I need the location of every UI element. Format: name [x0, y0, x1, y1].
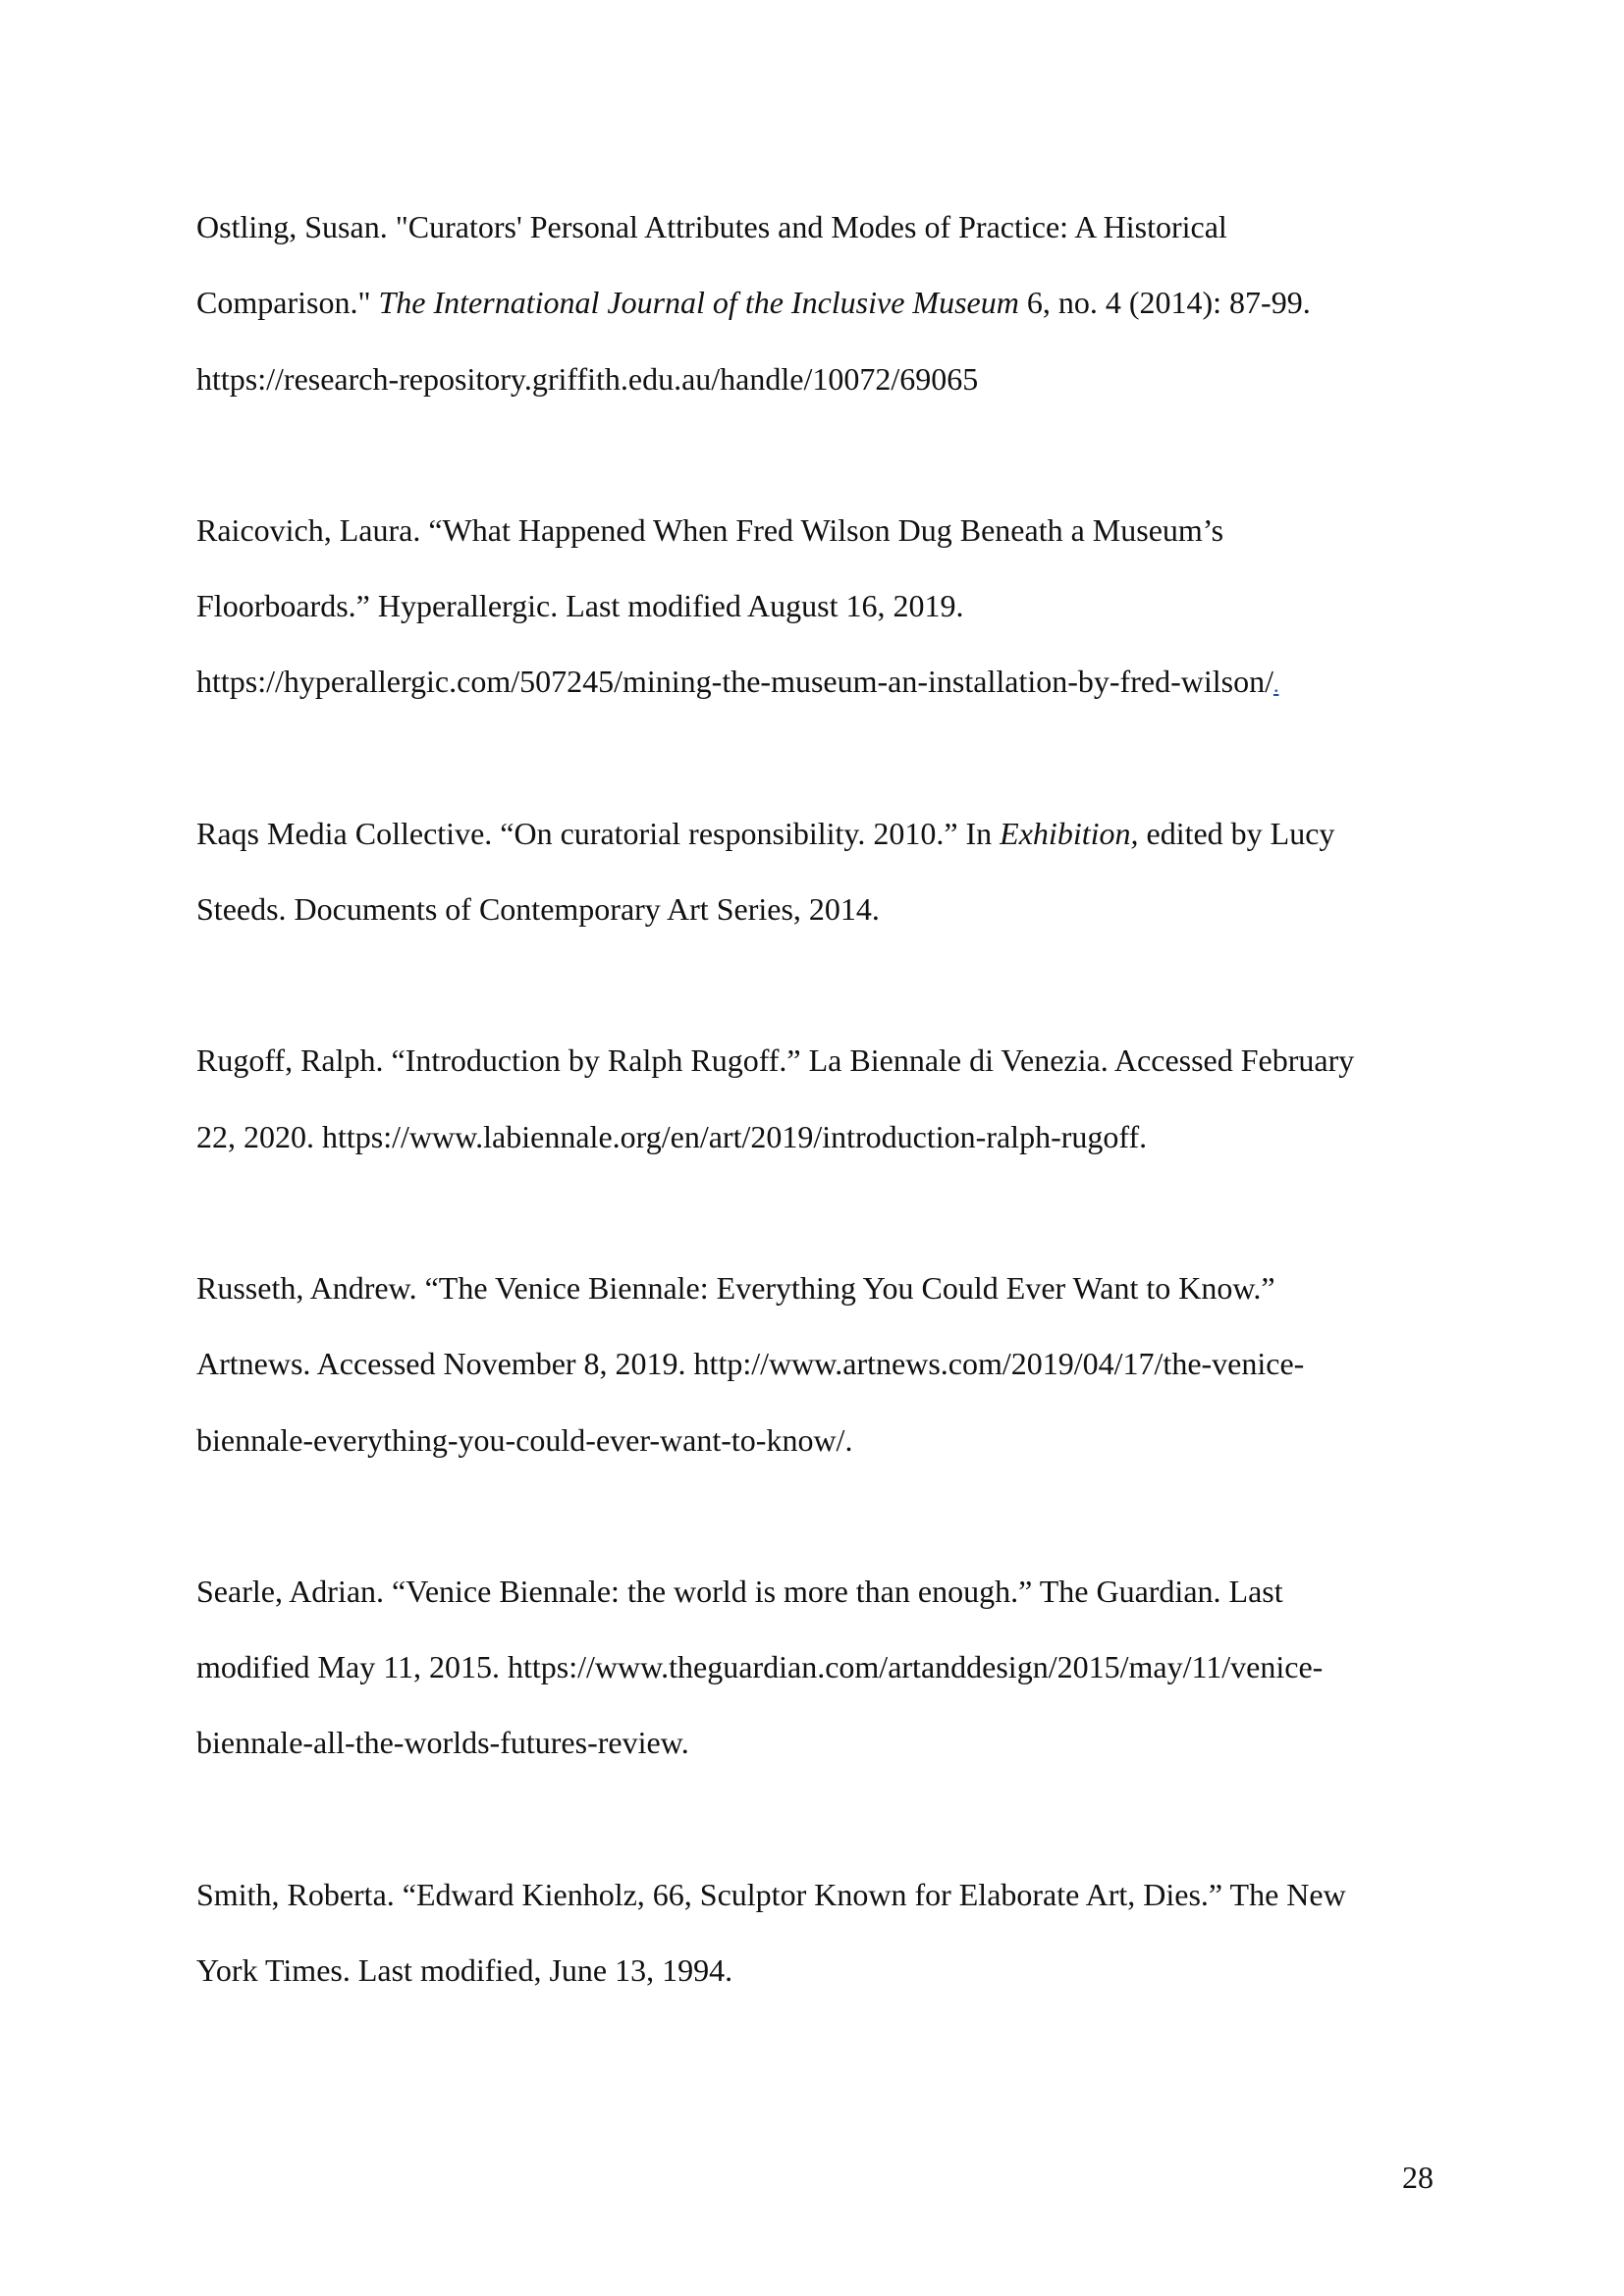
entry-line — [196, 872, 1434, 947]
entry-line — [196, 1403, 1434, 1478]
entry-line — [196, 493, 1434, 568]
bibliography-entry — [196, 1857, 1434, 2009]
entry-text: edited by Lucy — [1138, 815, 1335, 851]
bibliography-entry — [196, 1251, 1434, 1478]
entry-line — [196, 1251, 1434, 1326]
entry-text: biennale-everything-you-could-ever-want-to-know/. — [196, 1421, 853, 1458]
entry-line — [196, 265, 1434, 341]
entry-text: Russeth, Andrew. “The Venice Biennale: Everything You Could Ever Want to Know.” — [196, 1269, 1275, 1306]
entry-text: Steeds. Documents of Contemporary Art Series, 2014. — [196, 891, 880, 928]
entry-text: Artnews. Accessed November 8, 2019. http://www.artnews.com/2019/04/17/the-venice- — [196, 1346, 1305, 1382]
entry-text: 22, 2020. https://www.labiennale.org/en/art/2019/introduction-ralph-rugoff. — [196, 1118, 1148, 1154]
entry-line — [196, 1857, 1434, 1933]
entry-line — [196, 1326, 1434, 1402]
entry-text: Raqs Media Collective. “On curatorial responsibility. 2010.” In — [196, 815, 1001, 851]
bibliography-entry — [196, 189, 1434, 417]
entry-text: York Times. Last modified, June 13, 1994. — [196, 1952, 733, 1989]
bibliography-entry — [196, 1023, 1434, 1175]
bibliography-entry — [196, 1554, 1434, 1782]
entry-text: Ostling, Susan. "Curators' Personal Attributes and Modes of Practice: A Historical — [196, 209, 1227, 244]
bibliography-entry — [196, 796, 1434, 948]
bibliography-list — [196, 189, 1434, 2084]
hyperlink-period[interactable]: . — [1272, 672, 1279, 698]
entry-text: Smith, Roberta. “Edward Kienholz, 66, Sculptor Known for Elaborate Art, Dies.” The New — [196, 1876, 1346, 1912]
entry-line — [196, 1629, 1434, 1705]
bibliography-entry — [196, 493, 1434, 721]
entry-line — [196, 568, 1434, 644]
entry-text: Rugoff, Ralph. “Introduction by Ralph Rugoff.” La Biennale di Venezia. Accessed February — [196, 1042, 1355, 1079]
entry-line — [196, 1933, 1434, 2008]
entry-text: https://hyperallergic.com/507245/mining-the-museum-an-installation-by-fred-wilson/ — [196, 664, 1273, 700]
entry-text: Raicovich, Laura. “What Happened When Fred Wilson Dug Beneath a Museum’s — [196, 511, 1224, 548]
entry-text: Floorboards.” Hyperallergic. Last modified August 16, 2019. — [196, 588, 964, 624]
entry-line — [196, 1023, 1434, 1098]
entry-text: modified May 11, 2015. https://www.theguardian.com/artanddesign/2015/may/11/venice- — [196, 1649, 1324, 1685]
entry-line — [196, 644, 1434, 720]
entry-line — [196, 1554, 1434, 1629]
entry-text: https://research-repository.griffith.edu.au/handle/10072/69065 — [196, 360, 979, 397]
entry-text: 6, no. 4 (2014): 87-99. — [1018, 285, 1311, 321]
entry-line — [196, 1099, 1434, 1175]
entry-text: Comparison." — [196, 285, 379, 321]
entry-line — [196, 1705, 1434, 1781]
page-number: 28 — [1402, 2160, 1434, 2195]
entry-text: biennale-all-the-worlds-futures-review. — [196, 1725, 689, 1761]
entry-title-italic: The International Journal of the Inclusive Museum — [378, 285, 1019, 321]
entry-line — [196, 189, 1434, 265]
entry-title-italic: Exhibition, — [1000, 815, 1139, 851]
entry-text: Searle, Adrian. “Venice Biennale: the world is more than enough.” The Guardian. Last — [196, 1573, 1283, 1609]
entry-line — [196, 796, 1434, 872]
entry-line — [196, 342, 1434, 417]
